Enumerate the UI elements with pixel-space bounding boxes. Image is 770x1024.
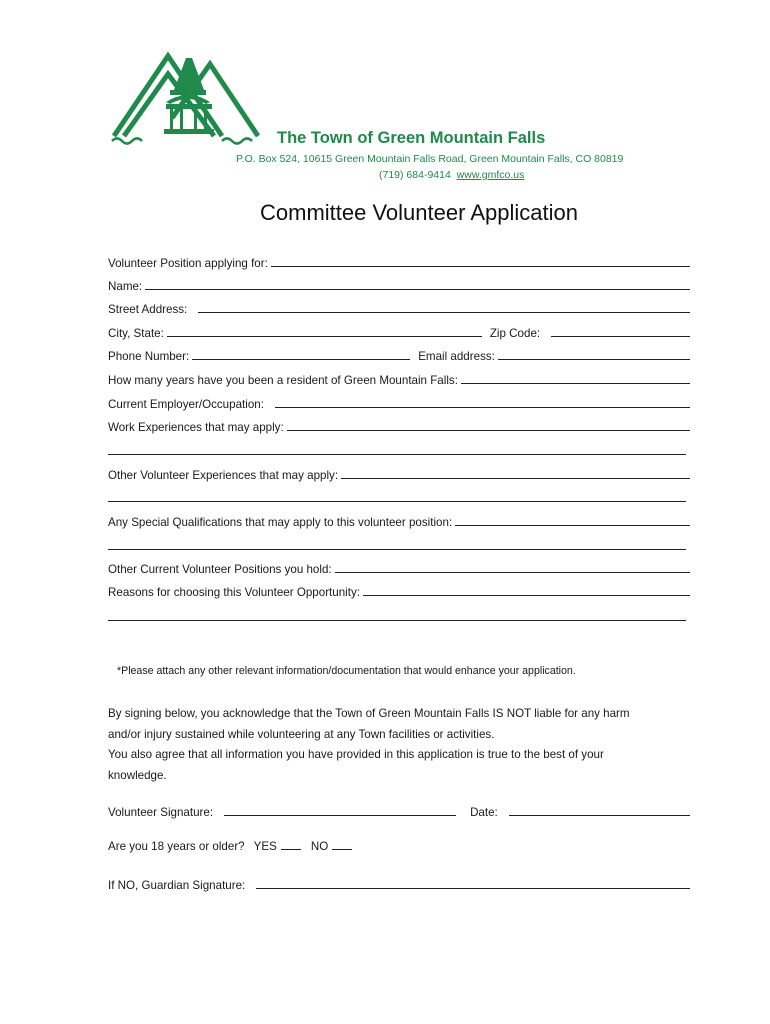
work-experience-line[interactable] — [287, 430, 690, 431]
other-volunteer-line-2[interactable] — [108, 501, 686, 502]
current-positions-line[interactable] — [335, 572, 690, 573]
town-phone: (719) 684-9414 — [379, 169, 451, 181]
email-label: Email address: — [418, 350, 495, 363]
city-state-label: City, State: — [108, 327, 164, 340]
employer-label: Current Employer/Occupation: — [108, 398, 264, 411]
acknowledge-line-3: You also agree that all information you have provided in this application is true to the best of your — [108, 748, 604, 761]
city-state-zip-field[interactable] — [108, 324, 690, 340]
signature-line[interactable] — [224, 815, 456, 816]
current-positions-label: Other Current Volunteer Positions you hold: — [108, 563, 332, 576]
yes-label: YES — [253, 840, 277, 853]
signature-date-field[interactable] — [108, 803, 690, 819]
email-line[interactable] — [498, 359, 690, 360]
years-resident-label: How many years have you been a resident of Green Mountain Falls: — [108, 374, 458, 387]
reasons-label: Reasons for choosing this Volunteer Opportunity: — [108, 586, 360, 599]
work-experience-label: Work Experiences that may apply: — [108, 421, 284, 434]
street-line[interactable] — [198, 312, 690, 313]
name-label: Name: — [108, 280, 143, 293]
qualifications-label: Any Special Qualifications that may apply to this volunteer position: — [108, 516, 453, 529]
current-positions-field[interactable] — [108, 560, 690, 576]
work-experience-field[interactable] — [108, 418, 690, 434]
guardian-label: If NO, Guardian Signature: — [108, 879, 246, 892]
name-field[interactable] — [108, 277, 690, 293]
town-name: The Town of Green Mountain Falls — [277, 129, 546, 147]
name-line[interactable] — [145, 289, 690, 290]
guardian-line[interactable] — [256, 888, 690, 889]
yes-line[interactable] — [281, 849, 301, 850]
years-resident-field[interactable] — [108, 371, 690, 387]
acknowledge-line-2: and/or injury sustained while volunteering at any Town facilities or activities. — [108, 727, 495, 741]
city-state-line[interactable] — [167, 336, 482, 337]
street-field[interactable] — [108, 300, 690, 316]
date-line[interactable] — [509, 815, 690, 816]
guardian-field[interactable] — [108, 876, 690, 892]
phone-line[interactable] — [192, 359, 410, 360]
mountain-gazebo-logo-icon — [110, 44, 262, 148]
years-resident-line[interactable] — [461, 383, 690, 384]
other-volunteer-line[interactable] — [341, 478, 690, 479]
age-question-label: Are you 18 years or older? — [108, 840, 245, 853]
reasons-line-2[interactable] — [108, 620, 686, 621]
street-label: Street Address: — [108, 303, 188, 316]
acknowledge-line-4: knowledge. — [108, 768, 167, 782]
acknowledge-line-1: By signing below, you acknowledge that the Town of Green Mountain Falls IS NOT liable for any harm — [108, 707, 630, 720]
work-experience-line-2[interactable] — [108, 454, 686, 455]
zip-label: Zip Code: — [489, 327, 541, 340]
acknowledgement — [108, 704, 630, 786]
employer-field[interactable] — [108, 395, 690, 411]
date-label: Date: — [470, 806, 498, 819]
position-field[interactable] — [108, 254, 690, 270]
form-title: Committee Volunteer Application — [260, 200, 578, 225]
qualifications-field[interactable] — [108, 513, 690, 529]
no-label: NO — [310, 840, 329, 853]
phone-label: Phone Number: — [108, 350, 190, 363]
signature-label: Volunteer Signature: — [108, 806, 214, 819]
employer-line[interactable] — [275, 407, 690, 408]
other-volunteer-label: Other Volunteer Experiences that may apply: — [108, 469, 339, 482]
position-line[interactable] — [271, 266, 690, 267]
reasons-line[interactable] — [363, 595, 690, 596]
attachment-note: *Please attach any other relevant information/documentation that would enhance your application. — [117, 665, 576, 677]
other-volunteer-field[interactable] — [108, 466, 690, 482]
reasons-field[interactable] — [108, 583, 690, 599]
qualifications-line[interactable] — [455, 525, 690, 526]
age-question[interactable] — [108, 840, 362, 853]
zip-line[interactable] — [551, 336, 690, 337]
town-address: P.O. Box 524, 10615 Green Mountain Falls Road, Green Mountain Falls, CO 80819 — [236, 153, 624, 165]
position-label: Volunteer Position applying for: — [108, 257, 268, 270]
website-link[interactable]: www.gmfco.us — [456, 169, 525, 181]
phone-email-field[interactable] — [108, 347, 690, 363]
town-contact — [379, 169, 524, 181]
no-line[interactable] — [332, 849, 352, 850]
qualifications-line-2[interactable] — [108, 549, 686, 550]
